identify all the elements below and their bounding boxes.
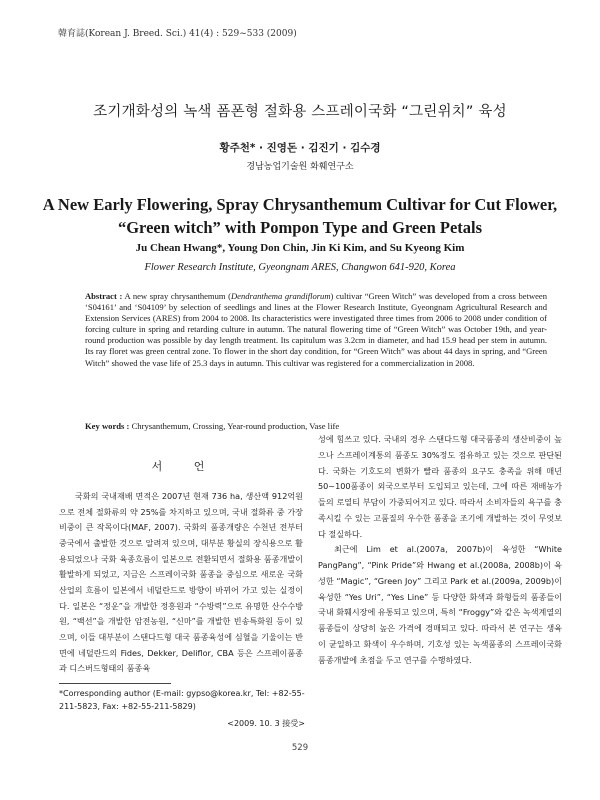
section-heading-introduction: 서 언 [151,460,219,473]
abstract-text-rest: ) cultivar “Green Witch” was developed from a cross between ‘S04161’ and ‘S04109’ by selection of seedlings and lines at the Flower Research Institute, Gyeongnam Agricultural Research and Extension Services (ARES) from 2004 to 2008. Its characteristics were investigated three times from 2006 to 2008 under condition of forcing culture in spring and retarding culture in autumn. The natural flowering time of “Green Witch” was October 19th, and year-round production was possible by day length treatment. Its capitulum was 3.2cm in diameter, and had 15.9 head per stem in autumn. Its ray floret was green central zone. To flower in the short day condition, for “Green Witch” was about 44 days in spring, and “Green Witch” showed the vase life of 25.3 days in autumn. This cultivar was registered for a commercialization in 2008. [85,291,547,368]
abstract-label: Abstract : [85,291,123,301]
introduction-right-paragraph-2: 최근에 Lim et al.(2007a, 2007b)이 육성한 “White PangPang”, “Pink Pride”와 Hwang et al.(2008a, 2008b)이 육성한 “Magic”, “Green Joy” 그리고 Park et al.(2009a, 2009b)이 육성한 “Yes Uri”, “Yes Line” 등 다양한 화색과 화형들의 품종들이 국내 화훼시장에 유통되고 있으며, 특히 “Froggy”와 같은 녹색계열의 품종들이 상당히 높은 가격에 경매되고 있다. 따라서 본 연구는 생육이 균일하고 화색이 우수하며, 기호성 있는 녹색품종의 스프레이국화 품종개발에 초점을 두고 연구를 수행하였다. [318,544,562,665]
introduction-right-paragraph-1: 성에 힘쓰고 있다. 국내의 경우 스탠다드형 대국품종의 생산비중이 높으나 스프레이계통의 품종도 30%정도 점유하고 있는 것으로 판단된다. 국화는 기호도의 변화가 빨라 품종의 요구도 충족을 위해 매년 50~100품종이 외국으로부터 도입되고 있는데, 그에 따른 재배농가들의 로열티 부담이 가중되어지고 있다. 따라서 소비자들의 욕구를 충족시킬 수 있는 고품질의 우수한 품종을 조기에 개발하는 것이 무엇보다 절실하다. [318,434,562,539]
page-number: 529 [291,743,309,753]
introduction-right-column [318,432,562,668]
abstract-text-start: A new spray chrysanthemum ( [124,291,231,301]
english-affiliation: Flower Research Institute, Gyeongnam ARES, Changwon 641-920, Korea [144,262,456,273]
journal-reference: 韓育誌(Korean J. Breed. Sci.) 41(4) : 529~533 (2009) [58,29,297,39]
corresponding-author-footnote: *Corresponding author (E-mail: gypso@korea.kr, Tel: +82-55-211-5823, Fax: +82-55-211-5829) [59,689,305,711]
keywords-text: Chrysanthemum, Crossing, Year-round production, Vase life [131,421,340,431]
korean-authors: 황주천* · 진영돈 · 김진기 · 김수경 [219,142,381,154]
received-date: <2009. 10. 3 接受> [227,719,305,728]
introduction-left-column: 국화의 국내재배 면적은 2007년 현재 736 ha, 생산액 912억원으로 전체 절화류의 약 25%를 차지하고 있으며, 국내 절화류 중 가장 비중이 큰 작목이다(MAF, 2007). 국화의 품종개량은 수천년 전부터 중국에서 출발한 것으로 알려져 있으며, 대부분 황실의 장식용으로 활용되었으나 국화 육종흐름이 일본으로 전환되면서 절화용 품종개발이 활발하게 되었고, 지금은 스프레이국화 품종을 중심으로 새로운 국화산업의 흐름이 일본에서 네덜란드로 방향이 바뀌어 가고 있는 실정이다. 일본은 “정운”을 개발한 정흥원과 “수방력”으로 유명한 산수수방원, “백선”을 개발한 암전농원, “신마”를 개발한 빈송특화원 등이 있으며, 이들 대부분이 스탠다드형 대국 품종육성에 심혈을 기울이는 반면에 네덜란드의 Fides, Dekker, Deliflor, CBA 등은 스프레이품종과 디스버드형태의 품종육 [59,491,303,674]
abstract [85,291,547,369]
english-title: A New Early Flowering, Spray Chrysanthemum Cultivar for Cut Flower, “Green witch” with Pompon Type and Green Petals [42,195,558,237]
english-authors: Ju Chean Hwang*, Young Don Chin, Jin Ki Kim, and Su Kyeong Kim [135,242,465,254]
abstract-species-name: Dendranthema grandiflorum [230,291,331,301]
korean-affiliation: 경남농업기술원 화훼연구소 [246,162,354,172]
footnote-divider [59,683,171,684]
keywords-label: Key words : [85,421,130,431]
korean-title: 조기개화성의 녹색 폼폰형 절화용 스프레이국화 “그린위치” 육성 [93,104,507,120]
keywords [85,421,547,431]
